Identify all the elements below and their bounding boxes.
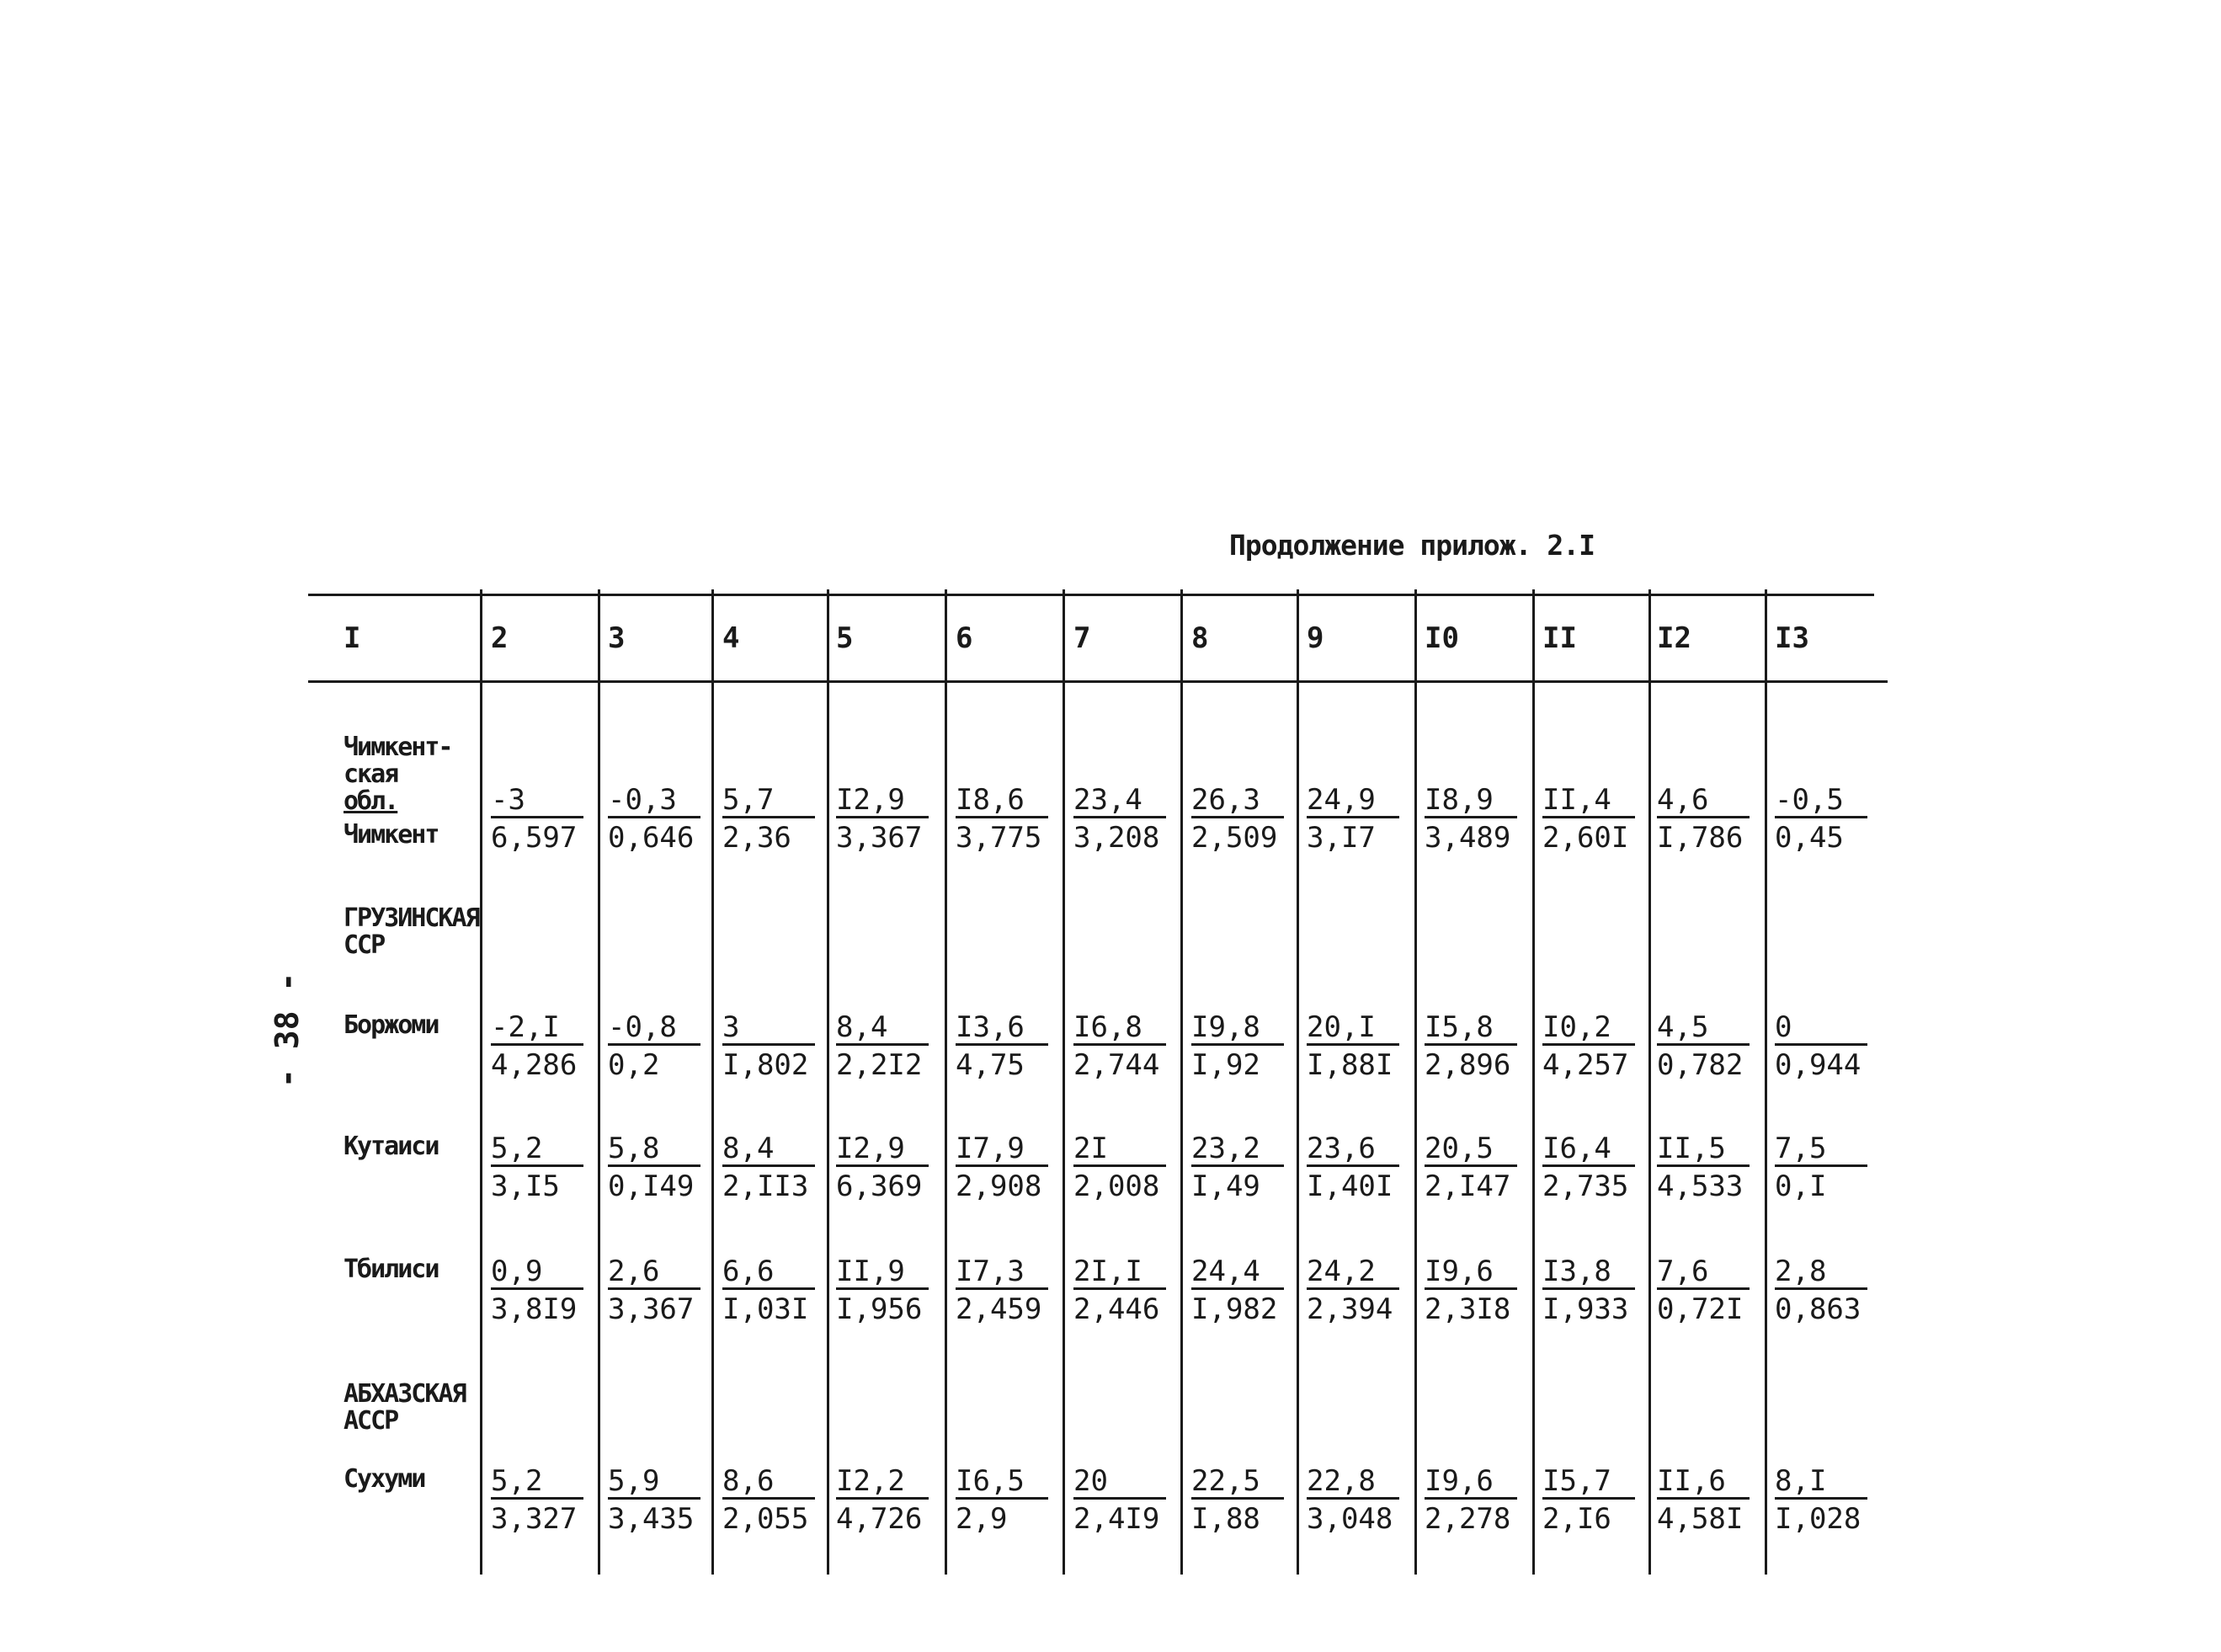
cell-deviation-value: 3,I7 — [1307, 821, 1376, 855]
column-separator — [1532, 589, 1535, 1575]
cell-mean-value: I7,9 — [956, 1132, 1048, 1167]
cell-mean-value: I6,8 — [1073, 1011, 1166, 1046]
cell-deviation-value: 2,60I — [1542, 821, 1629, 855]
cell-deviation-value: I,933 — [1542, 1292, 1629, 1326]
cell-deviation-value: 2,744 — [1073, 1048, 1160, 1082]
cell-mean-value: -0,5 — [1775, 784, 1867, 818]
table-cell — [491, 781, 583, 857]
column-separator — [1648, 589, 1651, 1575]
table-cell — [1775, 1253, 1867, 1329]
cell-mean-value: 0 — [1775, 1011, 1867, 1046]
cell-mean-value: I2,9 — [836, 784, 929, 818]
cell-deviation-value: 4,726 — [836, 1502, 923, 1536]
cell-mean-value: I6,5 — [956, 1465, 1048, 1500]
table-cell — [1307, 781, 1399, 857]
cell-mean-value: I7,3 — [956, 1255, 1048, 1290]
table-cell — [1425, 1009, 1517, 1084]
cell-deviation-value: 0,2 — [608, 1048, 660, 1082]
table-cell — [722, 1253, 815, 1329]
page-number-mark — [268, 967, 310, 1093]
table-cell — [836, 1253, 929, 1329]
cell-deviation-value: 3,775 — [956, 821, 1042, 855]
cell-deviation-value: 2,3I8 — [1425, 1292, 1511, 1326]
cell-deviation-value: 0,45 — [1775, 821, 1844, 855]
cell-deviation-value: 4,257 — [1542, 1048, 1629, 1082]
table-cell — [1542, 1463, 1635, 1538]
cell-deviation-value: 2,509 — [1191, 821, 1278, 855]
table-cell — [1191, 1009, 1284, 1084]
column-separator — [945, 589, 947, 1575]
page-number: - 38 - — [269, 972, 306, 1088]
cell-mean-value: 4,5 — [1657, 1011, 1750, 1046]
group-label: ГРУЗИНСКАЯ ССР — [344, 903, 479, 960]
cell-mean-value: 22,8 — [1307, 1465, 1399, 1500]
table-cell — [1775, 1463, 1867, 1538]
table-cell — [722, 1463, 815, 1538]
cell-mean-value: 7,6 — [1657, 1255, 1750, 1290]
table-cell — [491, 1130, 583, 1206]
cell-deviation-value: 0,863 — [1775, 1292, 1861, 1326]
cell-mean-value: -3 — [491, 784, 583, 818]
cell-mean-value: 20 — [1073, 1465, 1166, 1500]
cell-mean-value: 5,9 — [608, 1465, 700, 1500]
cell-mean-value: 26,3 — [1191, 784, 1284, 818]
cell-deviation-value: 2,446 — [1073, 1292, 1160, 1326]
cell-deviation-value: 3,367 — [608, 1292, 695, 1326]
cell-mean-value: 23,4 — [1073, 784, 1166, 818]
cell-mean-value: I9,8 — [1191, 1011, 1284, 1046]
cell-deviation-value: 3,367 — [836, 821, 923, 855]
cell-deviation-value: 2,055 — [722, 1502, 809, 1536]
table-cell — [956, 1463, 1048, 1538]
cell-mean-value: 6,6 — [722, 1255, 815, 1290]
cell-deviation-value: 2,I6 — [1542, 1502, 1611, 1536]
cell-mean-value: I9,6 — [1425, 1255, 1517, 1290]
table-cell — [1542, 1253, 1635, 1329]
table-cell — [1775, 781, 1867, 857]
cell-mean-value: I6,4 — [1542, 1132, 1635, 1167]
column-separator — [1180, 589, 1183, 1575]
cell-deviation-value: 6,597 — [491, 821, 578, 855]
cell-mean-value: I5,7 — [1542, 1465, 1635, 1500]
cell-deviation-value: 2,908 — [956, 1170, 1042, 1203]
cell-mean-value: 23,6 — [1307, 1132, 1399, 1167]
cell-mean-value: 24,2 — [1307, 1255, 1399, 1290]
cell-deviation-value: 0,I — [1775, 1170, 1827, 1203]
cell-mean-value: II,5 — [1657, 1132, 1750, 1167]
row-label — [344, 1466, 424, 1493]
table-cell — [1775, 1130, 1867, 1206]
row-label-line: Чимкент — [344, 820, 439, 850]
cell-deviation-value: 4,533 — [1657, 1170, 1744, 1203]
cell-deviation-value: 3,I5 — [491, 1170, 560, 1203]
cell-mean-value: -0,8 — [608, 1011, 700, 1046]
cell-deviation-value: 3,327 — [491, 1502, 578, 1536]
cell-mean-value: I5,8 — [1425, 1011, 1517, 1046]
table-top-rule — [308, 594, 1874, 596]
table-cell — [608, 1009, 700, 1084]
table-cell — [1542, 1130, 1635, 1206]
table-cell — [491, 1009, 583, 1084]
cell-deviation-value: 2,896 — [1425, 1048, 1511, 1082]
row-label-line: Кутаиси — [344, 1132, 439, 1161]
cell-deviation-value: 3,435 — [608, 1502, 695, 1536]
cell-deviation-value: 0,72I — [1657, 1292, 1744, 1326]
table-cell — [956, 1130, 1048, 1206]
cell-mean-value: 0,9 — [491, 1255, 583, 1290]
cell-mean-value: 5,2 — [491, 1465, 583, 1500]
column-separator — [480, 589, 482, 1575]
cell-mean-value: I8,9 — [1425, 784, 1517, 818]
cell-mean-value: I0,2 — [1542, 1011, 1635, 1046]
table-cell — [1191, 781, 1284, 857]
cell-deviation-value: I,92 — [1191, 1048, 1260, 1082]
table-cell — [491, 1463, 583, 1538]
column-separator — [827, 589, 829, 1575]
cell-mean-value: I3,8 — [1542, 1255, 1635, 1290]
column-separator — [1063, 589, 1065, 1575]
cell-deviation-value: 3,048 — [1307, 1502, 1393, 1536]
column-header: II — [1542, 621, 1577, 655]
cell-mean-value: 2,6 — [608, 1255, 700, 1290]
cell-mean-value: 2,8 — [1775, 1255, 1867, 1290]
table-cell — [1657, 1253, 1750, 1329]
cell-mean-value: 2I,I — [1073, 1255, 1166, 1290]
table-cell — [1657, 1009, 1750, 1084]
cell-mean-value: 20,5 — [1425, 1132, 1517, 1167]
cell-deviation-value: I,88 — [1191, 1502, 1260, 1536]
column-header: 3 — [608, 621, 626, 655]
table-cell — [1425, 1130, 1517, 1206]
cell-deviation-value: I,88I — [1307, 1048, 1393, 1082]
column-separator — [598, 589, 600, 1575]
row-label-line: ская — [344, 759, 398, 789]
cell-mean-value: 20,I — [1307, 1011, 1399, 1046]
table-cell — [608, 1253, 700, 1329]
table-cell — [1307, 1463, 1399, 1538]
cell-deviation-value: 0,944 — [1775, 1048, 1861, 1082]
cell-mean-value: 8,6 — [722, 1465, 815, 1500]
table-cell — [491, 1253, 583, 1329]
cell-deviation-value: 3,208 — [1073, 821, 1160, 855]
cell-mean-value: II,4 — [1542, 784, 1635, 818]
cell-mean-value: 8,4 — [836, 1011, 929, 1046]
cell-mean-value: II,9 — [836, 1255, 929, 1290]
cell-deviation-value: I,802 — [722, 1048, 809, 1082]
cell-mean-value: -0,3 — [608, 784, 700, 818]
row-label — [344, 1012, 438, 1039]
column-header: 7 — [1073, 621, 1091, 655]
table-cell — [1425, 781, 1517, 857]
group-label: АБХАЗСКАЯ АССР — [344, 1379, 466, 1436]
cell-deviation-value: 2,735 — [1542, 1170, 1629, 1203]
cell-mean-value: 8,4 — [722, 1132, 815, 1167]
column-header: I0 — [1425, 621, 1459, 655]
row-label — [344, 1133, 438, 1160]
table-cell — [722, 781, 815, 857]
column-header: 8 — [1191, 621, 1209, 655]
cell-deviation-value: 0,I49 — [608, 1170, 695, 1203]
column-header: I2 — [1657, 621, 1691, 655]
cell-mean-value: 23,2 — [1191, 1132, 1284, 1167]
table-cell — [1657, 1463, 1750, 1538]
cell-mean-value: 4,6 — [1657, 784, 1750, 818]
cell-mean-value: 8,I — [1775, 1465, 1867, 1500]
row-label-line: Тбилиси — [344, 1255, 439, 1284]
table-cell — [722, 1009, 815, 1084]
table-cell — [836, 1463, 929, 1538]
cell-mean-value: 24,4 — [1191, 1255, 1284, 1290]
cell-mean-value: I2,9 — [836, 1132, 929, 1167]
column-header: 4 — [722, 621, 740, 655]
table-cell — [836, 1130, 929, 1206]
table-cell — [836, 1009, 929, 1084]
cell-deviation-value: I,982 — [1191, 1292, 1278, 1326]
column-header: I3 — [1775, 621, 1809, 655]
table-cell — [1073, 1253, 1166, 1329]
cell-deviation-value: 2,4I9 — [1073, 1502, 1160, 1536]
cell-deviation-value: I,40I — [1307, 1170, 1393, 1203]
table-cell — [956, 1009, 1048, 1084]
table-cell — [1657, 781, 1750, 857]
cell-mean-value: 24,9 — [1307, 784, 1399, 818]
cell-deviation-value: 2,394 — [1307, 1292, 1393, 1326]
table-cell — [1191, 1130, 1284, 1206]
table-cell — [956, 1253, 1048, 1329]
table-cell — [1425, 1253, 1517, 1329]
table-cell — [1775, 1009, 1867, 1084]
cell-mean-value: 5,8 — [608, 1132, 700, 1167]
column-separator — [1765, 589, 1767, 1575]
cell-deviation-value: 3,489 — [1425, 821, 1511, 855]
cell-deviation-value: 4,58I — [1657, 1502, 1744, 1536]
table-cell — [1657, 1130, 1750, 1206]
table-cell — [608, 1463, 700, 1538]
cell-deviation-value: 4,75 — [956, 1048, 1025, 1082]
column-header: 2 — [491, 621, 509, 655]
table-cell — [1425, 1463, 1517, 1538]
table-cell — [1073, 1009, 1166, 1084]
table-cell — [836, 781, 929, 857]
cell-mean-value: I2,2 — [836, 1465, 929, 1500]
table-cell — [1191, 1253, 1284, 1329]
cell-deviation-value: 4,286 — [491, 1048, 578, 1082]
table-cell — [956, 781, 1048, 857]
cell-mean-value: I8,6 — [956, 784, 1048, 818]
row-label-line: Сухуми — [344, 1464, 425, 1494]
cell-mean-value: 2I — [1073, 1132, 1166, 1167]
cell-deviation-value: 2,459 — [956, 1292, 1042, 1326]
row-label-line: Боржоми — [344, 1010, 439, 1040]
table-cell — [608, 781, 700, 857]
cell-mean-value: 22,5 — [1191, 1465, 1284, 1500]
cell-deviation-value: 2,008 — [1073, 1170, 1160, 1203]
column-separator — [711, 589, 714, 1575]
cell-deviation-value: 2,I47 — [1425, 1170, 1511, 1203]
table-cell — [1307, 1253, 1399, 1329]
table-cell — [1542, 781, 1635, 857]
table-cell — [608, 1130, 700, 1206]
cell-mean-value: 5,2 — [491, 1132, 583, 1167]
cell-deviation-value: I,03I — [722, 1292, 809, 1326]
row-label — [344, 734, 452, 849]
table-cell — [1191, 1463, 1284, 1538]
table-cell — [1542, 1009, 1635, 1084]
page-heading: Продолжение прилож. 2.I — [1229, 529, 1595, 562]
table-cell — [1073, 1463, 1166, 1538]
cell-mean-value: 7,5 — [1775, 1132, 1867, 1167]
column-separator — [1297, 589, 1299, 1575]
cell-mean-value: 5,7 — [722, 784, 815, 818]
table-cell — [1073, 781, 1166, 857]
cell-deviation-value: 2,2I2 — [836, 1048, 923, 1082]
column-separator — [1414, 589, 1417, 1575]
column-header: 5 — [836, 621, 854, 655]
cell-deviation-value: 2,II3 — [722, 1170, 809, 1203]
cell-deviation-value: 0,646 — [608, 821, 695, 855]
cell-mean-value: I3,6 — [956, 1011, 1048, 1046]
cell-mean-value: -2,I — [491, 1011, 583, 1046]
table-cell — [722, 1130, 815, 1206]
cell-deviation-value: I,786 — [1657, 821, 1744, 855]
cell-deviation-value: 6,369 — [836, 1170, 923, 1203]
column-header: 6 — [956, 621, 973, 655]
cell-deviation-value: I,49 — [1191, 1170, 1260, 1203]
cell-deviation-value: 2,278 — [1425, 1502, 1511, 1536]
table-cell — [1073, 1130, 1166, 1206]
cell-mean-value: II,6 — [1657, 1465, 1750, 1500]
row-label-line: обл. — [344, 786, 398, 816]
cell-deviation-value: 2,9 — [956, 1502, 1008, 1536]
row-label-line: Чимкент- — [344, 733, 452, 762]
cell-deviation-value: 2,36 — [722, 821, 791, 855]
cell-deviation-value: 3,8I9 — [491, 1292, 578, 1326]
table-cell — [1307, 1009, 1399, 1084]
table-cell — [1307, 1130, 1399, 1206]
column-header: 9 — [1307, 621, 1324, 655]
column-header: I — [344, 621, 361, 655]
row-label — [344, 1256, 438, 1283]
cell-deviation-value: I,028 — [1775, 1502, 1861, 1536]
cell-mean-value: 3 — [722, 1011, 815, 1046]
cell-mean-value: I9,6 — [1425, 1465, 1517, 1500]
cell-deviation-value: I,956 — [836, 1292, 923, 1326]
cell-deviation-value: 0,782 — [1657, 1048, 1744, 1082]
